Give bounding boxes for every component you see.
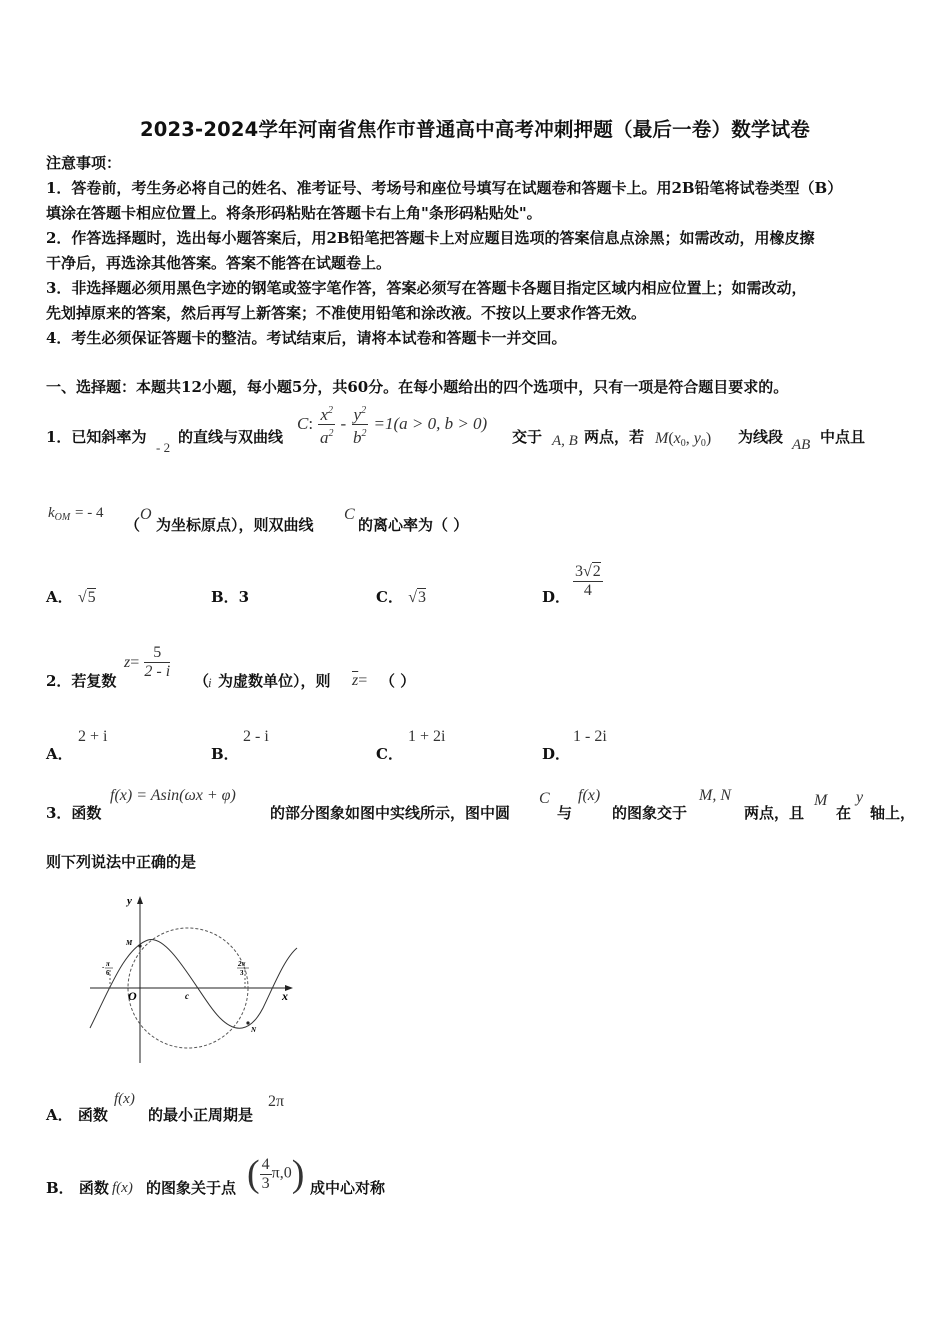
q2-text-1: 2．若复数 — [46, 672, 117, 690]
q1-d-num: 3 — [575, 563, 583, 580]
q1-k: k — [48, 505, 55, 521]
q1-option-a[interactable]: A． √5 — [46, 588, 96, 606]
q1-midpoint: $M(x_0$, $y_0$) — [655, 430, 712, 449]
notice-line: 先划掉原来的答案，然后再写上新答案；不准使用铅笔和涂改液。不按以上要求作答无效。 — [46, 304, 647, 322]
q3-option-b-text-3: 成中心对称 — [310, 1179, 386, 1197]
notice-line: 2．作答选择题时，选出每小题答案后，用2B铅笔把答题卡上对应题目选项的答案信息点涂黑；如需改动，用橡皮擦 — [46, 229, 815, 247]
graph-2pi-num: 2π — [238, 960, 246, 968]
q3-text-3: 与 — [557, 804, 573, 822]
q1-fx-num: x — [320, 405, 329, 424]
graph-neg-pi-den: 6 — [106, 969, 110, 977]
q1-eq-tail: =1(a > 0, b > 0) — [373, 414, 488, 433]
q3-option-a-value: 2π — [268, 1093, 285, 1110]
graph-M-label: M — [126, 939, 133, 947]
q1-text-3: 交于 — [512, 428, 543, 446]
q2-zbar — [352, 670, 367, 690]
q2-option-a[interactable]: A． — [46, 745, 73, 763]
q3-text-2: 的部分图象如图中实线所示，图中圆 — [270, 804, 511, 822]
notice-line: 3．非选择题必须用黑色字迹的钢笔或签字笔作答，答案必须写在答题卡各题目指定区域内相应位置上；如需改动， — [46, 279, 807, 297]
q1-fy-den: b — [353, 428, 362, 447]
q3-y: y — [856, 789, 864, 806]
graph-neg-pi-num: π — [106, 960, 110, 968]
q2-equation — [124, 644, 170, 681]
q1-frac-y — [352, 402, 369, 447]
q1-sq: 2 — [361, 405, 367, 416]
q3-b-den: 3 — [261, 1174, 270, 1192]
q1-k-sub: OM — [54, 512, 71, 523]
q2-den: 2 - i — [144, 663, 171, 680]
y-axis-arrow-icon — [137, 896, 143, 904]
q1-curve-ref: C — [344, 506, 355, 523]
q2-z: z — [124, 654, 131, 671]
q1-origin: O — [140, 506, 152, 523]
q3-text-8: 则下列说法中正确的是 — [46, 853, 197, 871]
q3-text-7: 轴上， — [870, 804, 916, 822]
q1-option-c[interactable]: C． √3 — [376, 588, 426, 606]
q1-d-den: 4 — [583, 582, 592, 599]
q3-graph — [85, 888, 315, 1068]
q3-fx: f(x) — [578, 787, 601, 804]
q2-imag-unit: i — [208, 675, 212, 690]
notice-heading: 注意事项： — [46, 154, 122, 172]
q2-zbar-var: $\overline{z}$ — [352, 672, 359, 689]
q2-option-b[interactable]: B． — [211, 745, 239, 763]
q3-M: M — [814, 792, 828, 809]
q1-segment: AB — [792, 437, 811, 453]
q3-text-5: 两点，且 — [744, 804, 805, 822]
q1-option-c-label: C． — [376, 588, 403, 606]
q2-text-2: 为虚数单位），则 — [218, 672, 331, 690]
q1-option-d[interactable] — [542, 586, 570, 607]
notice-line: 填涂在答题卡相应位置上。将条形码粘贴在答题卡右上角"条形码粘贴处"。 — [46, 204, 542, 222]
q1-colon: : — [308, 414, 314, 433]
q1-hyperbola-equation — [297, 402, 487, 447]
q1-option-a-value: 5 — [87, 589, 96, 606]
q1-option-a-label: A． — [46, 588, 73, 606]
q2-option-d-value: 1 - 2i — [573, 728, 607, 745]
q3-text-6: 在 — [836, 804, 852, 822]
q3-option-b[interactable] — [46, 1177, 109, 1198]
q1-option-d-label: D． — [542, 588, 571, 606]
sine-curve — [90, 939, 297, 1028]
q1-text-2: 的直线与双曲线 — [178, 428, 284, 446]
q1-slope: - 2 — [156, 440, 171, 455]
q2-paren: （ — [194, 672, 210, 690]
point-M — [138, 944, 141, 947]
q1-points: A, B — [552, 433, 578, 449]
notice-line: 4．考生必须保证答题卡的整洁。考试结束后，请将本试卷和答题卡一并交回。 — [46, 329, 567, 347]
q3-option-a-text-1: A． 函数 — [46, 1106, 108, 1124]
q1-option-d-value: $\frac{3√2}{4}$ — [575, 563, 601, 599]
q3-option-b-fx: f(x) — [112, 1180, 133, 1196]
graph-2pi-den: 3 — [240, 969, 244, 977]
graph-x-label: x — [282, 989, 288, 1003]
q3-option-a-text-2: 的最小正周期是 — [148, 1106, 254, 1124]
q1-option-c-value: 3 — [417, 589, 426, 606]
graph-neg-sign: - — [102, 963, 105, 971]
q1-fy-num: y — [353, 405, 362, 424]
q2-option-d[interactable]: D． — [542, 745, 571, 763]
q1-minus: - — [340, 414, 347, 433]
q2-option-c[interactable]: C． — [376, 745, 403, 763]
q1-sub0: 0 — [680, 438, 686, 449]
q1-fx-den: a — [320, 428, 329, 447]
q1-d-rad: 2 — [592, 563, 601, 580]
q1-sq: 2 — [361, 428, 367, 439]
q1-text-9: 的离心率为（ ） — [358, 516, 469, 534]
section-heading: 一、选择题：本题共12小题，每小题5分，共60分。在每小题给出的四个选项中，只有一项是符合题目要求的。 — [46, 378, 789, 396]
q3-b-num: 4 — [261, 1155, 270, 1173]
notice-line: 1．答卷前，考生务必将自己的姓名、准考证号、考场号和座位号填写在试题卷和答题卡上。用2B铅笔将试卷类型（B） — [46, 179, 843, 197]
q1-k-value: = - 4 — [75, 505, 104, 521]
q3-option-a-fx: f(x) — [114, 1091, 135, 1107]
q1-option-b[interactable]: B．3 — [211, 588, 250, 606]
q3-b-tail: π,0 — [271, 1164, 292, 1182]
q3-option-b-text-2: 的图象关于点 — [146, 1179, 237, 1197]
q3-MN: M, N — [699, 787, 731, 804]
q3-function: f(x) = Asin(ωx + φ) — [110, 787, 236, 804]
q1-frac-x — [318, 402, 335, 447]
q2-option-b-value: 2 - i — [243, 728, 269, 745]
q3-text-4: 的图象交于 — [612, 804, 688, 822]
q2-text-3: （ ） — [380, 672, 416, 690]
q1-text-6: 中点且 — [820, 428, 866, 446]
q2-num: 5 — [144, 644, 170, 663]
notice-line: 干净后，再选涂其他答案。答案不能答在试题卷上。 — [46, 254, 392, 272]
graph-origin-label: O — [128, 989, 137, 1003]
q3-option-b-text-1: B． 函数 — [46, 1179, 109, 1197]
exam-title: 2023-2024学年河南省焦作市普通高中高考冲刺押题（最后一卷）数学试卷 — [139, 118, 811, 141]
q3-text-1: 3．函数 — [46, 804, 102, 822]
graph-y-label: y — [127, 895, 132, 907]
q2-option-c-value: 1 + 2i — [408, 728, 446, 745]
point-N — [246, 1021, 249, 1024]
q1-M: M — [655, 430, 669, 447]
q3-option-b-point: ( $\frac{4}{3}$ π,0) — [247, 1153, 305, 1195]
q1-curve-name: C — [297, 414, 309, 433]
q2-eq: = — [130, 654, 140, 671]
q3-option-a[interactable] — [46, 1104, 108, 1125]
q1-text-5: 为线段 — [738, 428, 784, 446]
q1-sq: 2 — [328, 405, 334, 416]
q1-text-1: 1．已知斜率为 — [46, 428, 147, 446]
q2-option-a-value: 2 + i — [78, 728, 108, 745]
q1-text-4: 两点，若 — [584, 428, 645, 446]
graph-N-label: N — [251, 1026, 257, 1034]
q2-eq2: = — [358, 672, 368, 689]
q1-text-8: 为坐标原点），则双曲线 — [156, 516, 314, 534]
q3-circle-C: C — [539, 790, 550, 807]
q1-paren: （ — [125, 516, 141, 534]
graph-c-label: c — [185, 991, 189, 1001]
q1-slope-om — [48, 503, 103, 523]
q1-sub0: 0 — [700, 438, 706, 449]
q1-sq: 2 — [328, 428, 334, 439]
q1-y0: y — [693, 430, 701, 447]
q1-x0: x — [673, 430, 681, 447]
